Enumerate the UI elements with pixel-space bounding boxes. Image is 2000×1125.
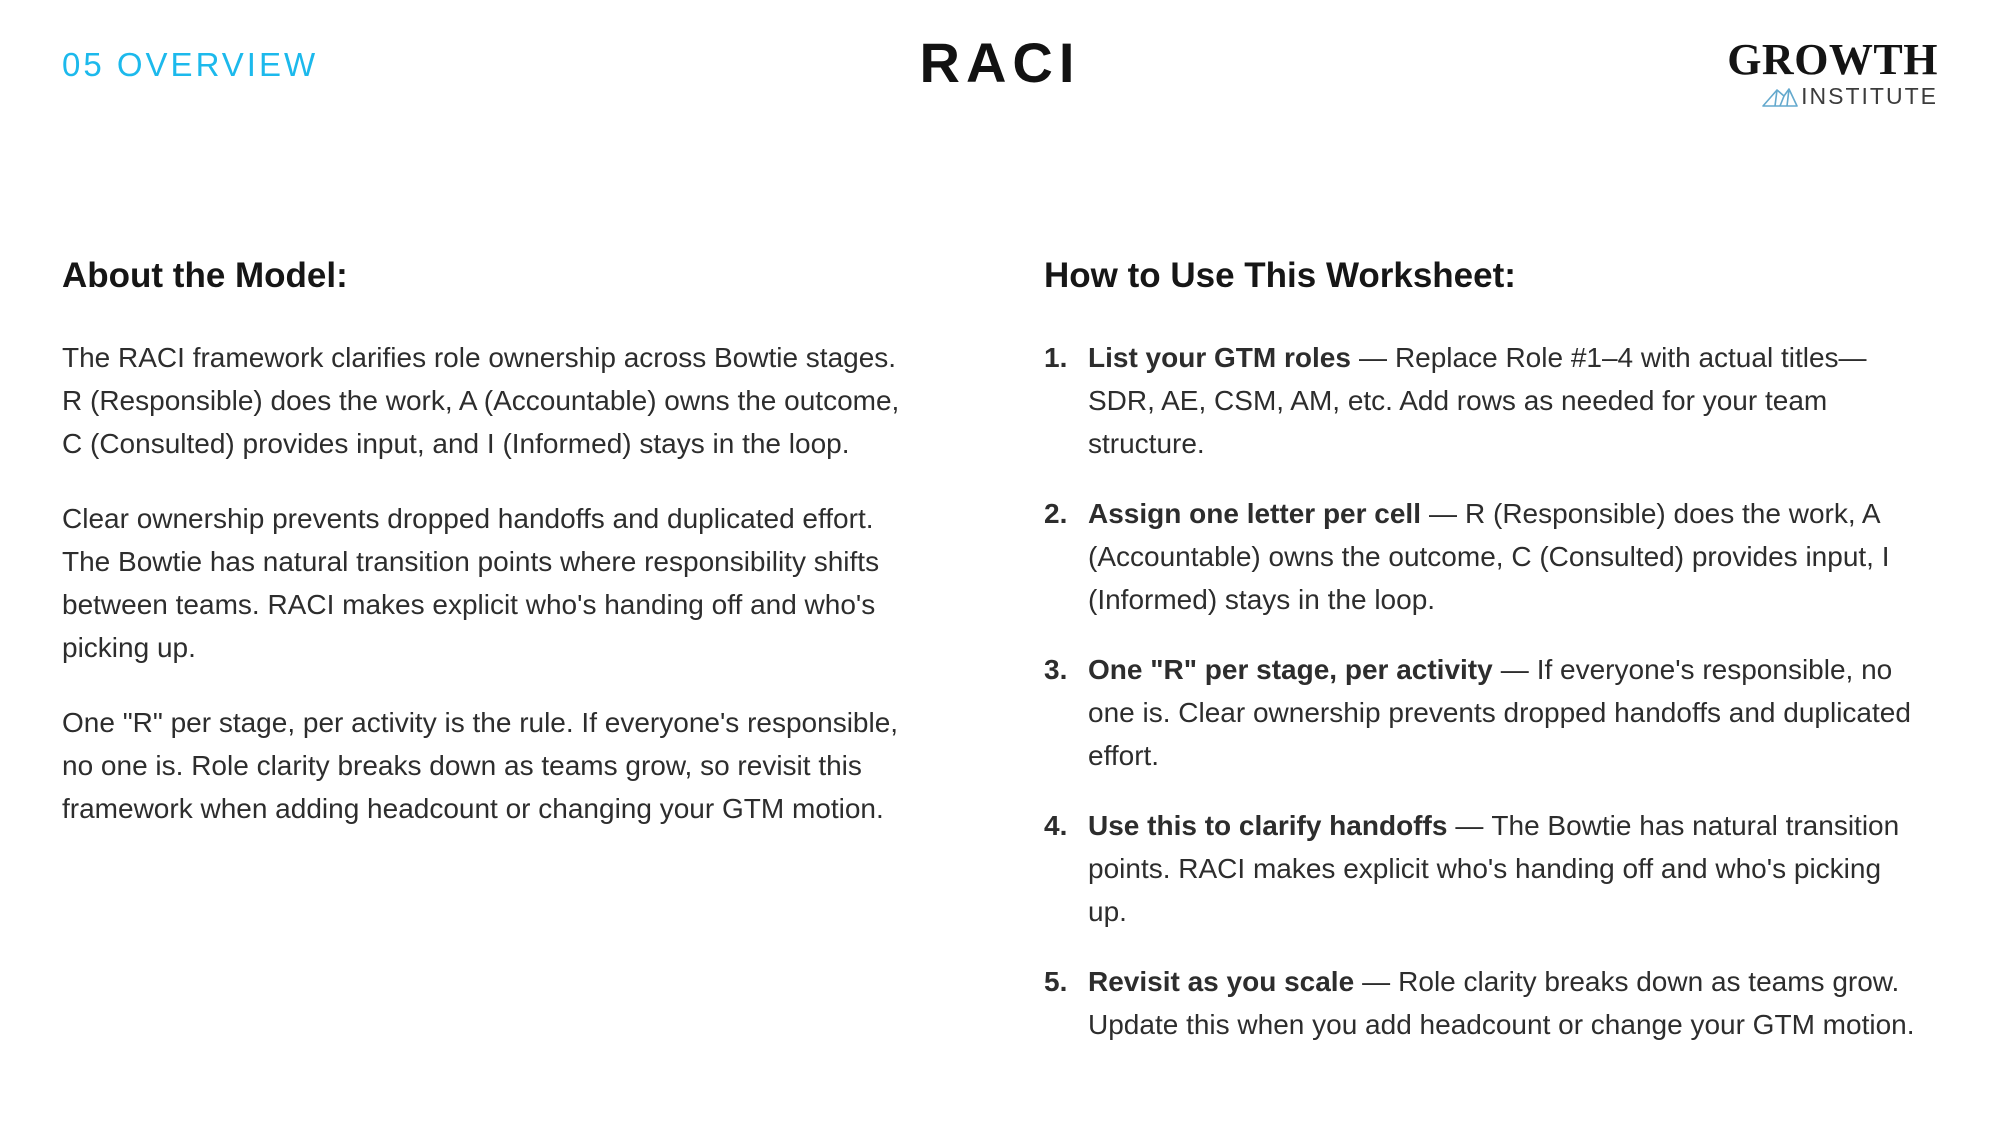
about-the-model-section [62,256,918,862]
logo-primary-text: GROWTH [1727,35,1938,84]
how-to-use-section [1044,256,1924,1073]
howto-heading: How to Use This Worksheet: [1044,256,1516,295]
list-item-number: 5. [1044,966,1068,997]
list-item [1044,648,1924,777]
list-item-text: Role clarity breaks down as teams grow. Update this when you add headcount or change your GTM motion. [1088,966,1915,1040]
list-item-label: Revisit as you scale [1088,966,1355,997]
list-item-label: List your GTM roles [1088,342,1351,373]
section-label: 05 OVERVIEW [62,46,319,83]
page-title: RACI [919,31,1081,94]
list-item-separator: — [1358,342,1387,373]
list-item-separator: — [1455,810,1484,841]
list-item-body [1088,960,1924,1046]
mountain-growth-icon [1762,86,1798,108]
about-paragraph-2: Clear ownership prevents dropped handoffs and duplicated effort. The Bowtie has natural transition points where responsibility shifts between teams. RACI makes explicit who's handing off and who's picking up. [62,503,880,663]
list-item-separator: — [1500,654,1529,685]
list-item [1044,804,1924,933]
list-item [1044,492,1924,621]
list-item-number: 4. [1044,810,1068,841]
list-item-label: Use this to clarify handoffs [1088,810,1448,841]
list-item-number: 2. [1044,498,1068,529]
list-item-body [1088,804,1924,933]
growth-institute-logo [1727,35,1938,110]
list-item-text: The Bowtie has natural transition points. RACI makes explicit who's handing off and who's picking up. [1088,810,1900,927]
list-item-text: Replace Role #1–4 with actual titles—SDR, AE, CSM, AM, etc. Add rows as needed for your team structure. [1088,342,1867,459]
list-item-label: Assign one letter per cell [1088,498,1421,529]
list-item [1044,960,1924,1046]
list-item-separator: — [1429,498,1457,529]
logo-secondary-row [1727,83,1938,110]
logo-secondary-text: INSTITUTE [1801,83,1938,109]
list-item-body [1088,648,1924,777]
list-item-number: 3. [1044,654,1068,685]
about-paragraph-3: One "R" per stage, per activity is the rule. If everyone's responsible, no one is. Role clarity breaks down as teams grow, so revisit this framework when adding headcount or changing your GTM motion. [62,707,899,824]
list-item-body [1088,492,1924,621]
about-paragraph-1: The RACI framework clarifies role ownership across Bowtie stages. R (Responsible) does the work, A (Accountable) owns the outcome, C (Consulted) provides input, and I (Informed) stays in the loop. [62,342,900,459]
list-item-separator: — [1362,966,1391,997]
list-item [1044,336,1924,465]
list-item-label: One "R" per stage, per activity [1088,654,1493,685]
list-item-body [1088,336,1924,465]
list-item-text: If everyone's responsible, no one is. Clear ownership prevents dropped handoffs and duplicated effort. [1088,654,1911,771]
list-item-number: 1. [1044,342,1068,373]
list-item-text: R (Responsible) does the work, A (Accountable) owns the outcome, C (Consulted) provides input, I (Informed) stays in the loop. [1088,498,1890,615]
about-heading: About the Model: [62,256,348,295]
